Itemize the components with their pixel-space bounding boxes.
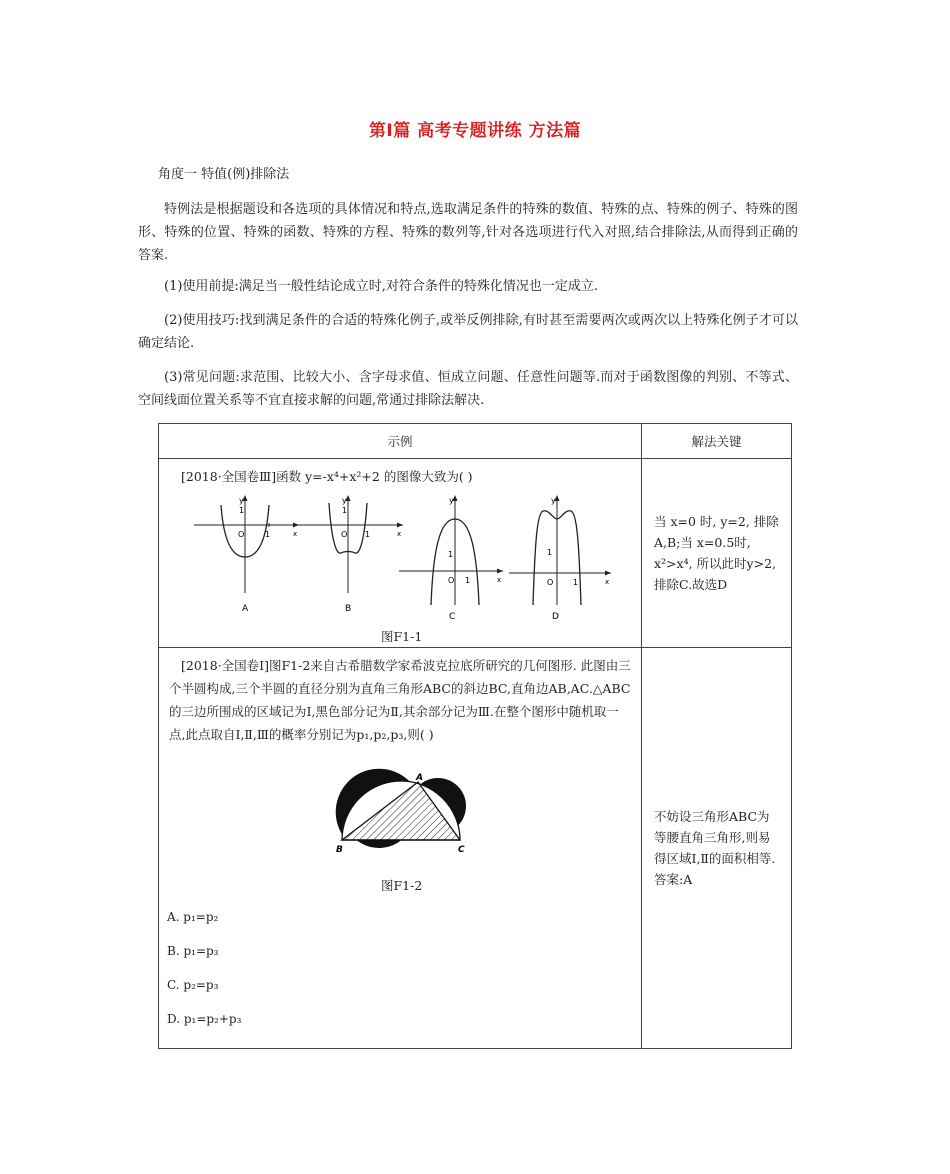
point-2: (2)使用技巧:找到满足条件的合适的特殊化例子,或举反例排除,有时甚至需要两次或两次以上特殊化例子才可以确定结论. [138,313,798,351]
graph-c [399,495,503,622]
point-3: (3)常见问题:求范围、比较大小、含字母求值、恒成立问题、任意性问题等.而对于函数图像的判别、不等式、空间线面位置关系等不宜直接求解的问题,常通过排除法解决. [138,370,798,408]
graph-d-one: 1 [547,548,553,557]
graph-b-y: y [342,496,347,505]
graph-c-label: C [449,612,456,622]
graph-c-one: 1 [448,550,454,559]
graph-b [297,495,403,614]
graph-d-o: O [547,578,554,587]
graph-d-label: D [552,612,559,622]
point-a: A [416,773,423,783]
graph-a-x1: 1 [265,530,271,539]
choice-c: C. p₂=p₃ [167,978,219,992]
graph-c-o: O [448,576,455,585]
graph-b-x1: 1 [365,530,371,539]
graph-b-o: O [341,530,348,539]
page-title: 第Ⅰ篇 高考专题讲练 方法篇 [368,121,582,141]
example-1-stem: 函数 y=-x⁴+x²+2 的图像大致为( ) [276,469,473,484]
point-c: C [458,845,465,855]
section-heading: 角度一 特值(例)排除法 [158,167,290,182]
figure-2-caption: 图F1-2 [381,878,423,893]
example-table [158,423,792,1049]
graph-b-label: B [345,604,352,614]
point-b: B [336,845,343,855]
hippocrates-figure [334,766,484,856]
example-2 [159,648,641,1048]
choice-d: D. p₁=p₂+p₃ [167,1012,242,1026]
graph-b-one: 1 [342,506,348,515]
graph-a-y: y [239,496,244,505]
graph-a-label: A [242,604,249,614]
example-2-source: [2018·全国卷Ⅰ] [181,658,269,673]
graph-c-y: y [449,496,454,505]
graph-d-x: x [605,578,610,586]
intro-paragraph: 特例法是根据题设和各选项的具体情况和特点,选取满足条件的特殊的数值、特殊的点、特殊的例子、特殊的图形、特殊的位置、特殊的函数、特殊的方程、特殊的数列等,针对各选项进行代入对照,结合排除法,从而得到正确的答案. [138,202,798,263]
graph-a [194,495,299,614]
figure-1-caption: 图F1-1 [381,629,423,644]
graph-b-x: x [397,530,402,538]
graph-c-x1: 1 [465,576,471,585]
choice-a: A. p₁=p₂ [167,910,219,924]
header-key: 解法关键 [642,424,792,459]
example-1-source: [2018·全国卷Ⅲ] [181,469,277,484]
choice-b: B. p₁=p₃ [167,944,219,958]
example-1-key: 当 x=0 时, y=2, 排除A,B;当 x=0.5时, x²>x⁴, 所以此时y>2, 排除C.故选D [642,459,792,648]
header-example: 示例 [159,424,642,459]
point-1: (1)使用前提:满足当一般性结论成立时,对符合条件的特殊化情况也一定成立. [164,279,599,294]
graph-a-x: x [293,530,298,538]
function-graphs [159,493,641,622]
graph-a-one: 1 [239,506,245,515]
graph-d-y: y [551,496,556,505]
graph-d-x1: 1 [573,578,579,587]
graph-a-o: O [238,530,245,539]
example-1 [159,459,641,647]
graph-d [509,495,611,622]
example-1-question [181,465,473,488]
example-2-stem: 图F1-2来自古希腊数学家希波克拉底所研究的几何图形. 此图由三个半圆构成,三个半圆的直径分别为直角三角形ABC的斜边BC,直角边AB,AC.△ABC的三边所围成的区域记为Ⅰ,黑色部分记为Ⅱ,其余部分记为Ⅲ.在整个图形中随机取一点,此点取自Ⅰ,Ⅱ,Ⅲ的概率分别记为p₁,p₂,p₃,则( ) [169,658,631,742]
graph-c-x: x [497,576,502,584]
example-2-question [169,654,633,746]
example-2-key: 不妨设三角形ABC为等腰直角三角形,则易得区域Ⅰ,Ⅱ的面积相等.答案:A [642,648,792,1049]
